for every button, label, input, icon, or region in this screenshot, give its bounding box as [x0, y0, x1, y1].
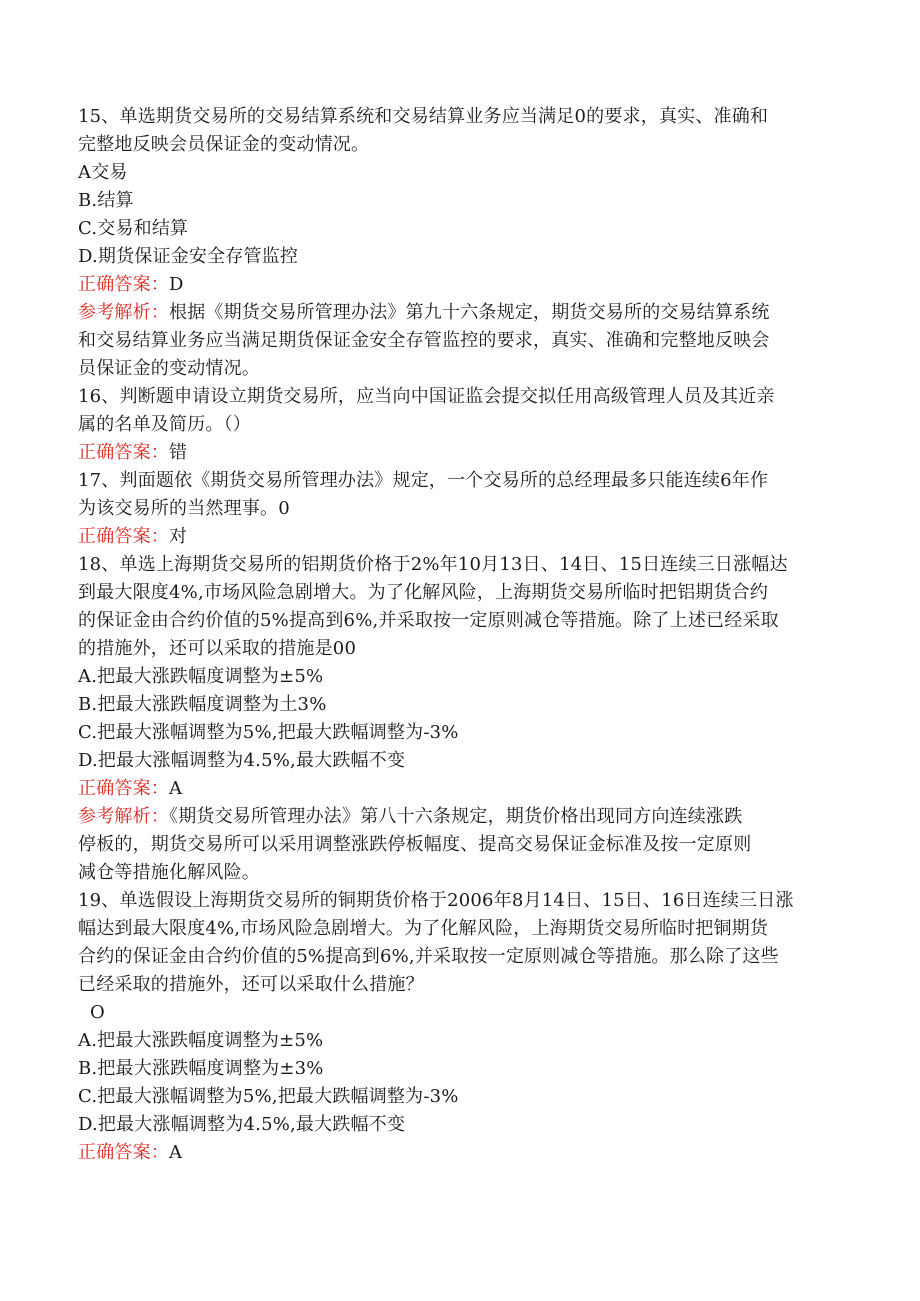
option-a: A.把最大涨跌幅度调整为±5% — [78, 666, 324, 687]
option-a: A交易 — [78, 162, 128, 183]
correct-answer — [78, 523, 840, 551]
question-stem-line: 为该交易所的当然理事。0 — [78, 498, 290, 519]
question-stem-line: 属的名单及简历。（） — [78, 414, 251, 435]
answer-value: A — [169, 1142, 183, 1163]
question-19 — [78, 887, 840, 1167]
question-stem-line: 19、单选假设上海期货交易所的铜期货价格于2006年8月14日、15日、16日连续三日涨 — [78, 890, 794, 911]
question-stem-line: 到最大限度4%,市场风险急剧增大。为了化解风险，上海期货交易所临时把铝期货合约 — [78, 582, 769, 603]
question-stem-line: 18、单选上海期货交易所的铝期货价格于2%年10月13日、14日、15日连续三日涨幅达 — [78, 554, 788, 575]
analysis-text: 《期货交易所管理办法》第八十六条规定，期货价格出现同方向连续涨跌 — [169, 806, 743, 827]
answer-label: 正确答案： — [78, 526, 169, 547]
analysis-line — [78, 299, 840, 327]
question-stem-line: 已经采取的措施外，还可以采取什么措施？ — [78, 974, 424, 995]
question-17 — [78, 467, 840, 551]
correct-answer — [78, 1139, 840, 1167]
answer-value: D — [169, 274, 184, 295]
question-16 — [78, 383, 840, 467]
question-stem-line: 16、判断题申请设立期货交易所，应当向中国证监会提交拟任用高级管理人员及其近亲 — [78, 386, 775, 407]
analysis-line — [78, 803, 840, 831]
analysis-line: 减仓等措施化解风险。 — [78, 862, 260, 883]
analysis-label: 参考解析： — [78, 806, 169, 827]
correct-answer — [78, 271, 840, 299]
question-stem-line: 合约的保证金由合约价值的5%提高到6%,并采取按一定原则减仓等措施。那么除了这些 — [78, 946, 779, 967]
answer-label: 正确答案： — [78, 778, 169, 799]
option-d: D.把最大涨幅调整为4.5%,最大跌幅不变 — [78, 750, 406, 771]
question-stem-line: 的保证金由合约价值的5%提高到6%,并采取按一定原则减仓等措施。除了上述已经采取 — [78, 610, 779, 631]
question-stem-line: 15、单选期货交易所的交易结算系统和交易结算业务应当满足0的要求，真实、准确和 — [78, 106, 769, 127]
question-15 — [78, 103, 840, 383]
analysis-line: 员保证金的变动情况。 — [78, 358, 260, 379]
correct-answer — [78, 439, 840, 467]
option-a: A.把最大涨跌幅度调整为±5% — [78, 1030, 324, 1051]
question-stem-line: 完整地反映会员保证金的变动情况。 — [78, 134, 370, 155]
option-c: C.交易和结算 — [78, 218, 189, 239]
answer-value: 错 — [169, 442, 188, 463]
option-b: B.结算 — [78, 190, 134, 211]
option-d: D.把最大涨幅调整为4.5%,最大跌幅不变 — [78, 1114, 406, 1135]
option-b: B.把最大涨跌幅度调整为土3% — [78, 694, 327, 715]
option-b: B.把最大涨跌幅度调整为±3% — [78, 1058, 324, 1079]
answer-label: 正确答案： — [78, 442, 169, 463]
correct-answer — [78, 775, 840, 803]
document-page — [78, 103, 840, 1167]
analysis-label: 参考解析： — [78, 302, 169, 323]
analysis-line: 停板的，期货交易所可以采用调整涨跌停板幅度、提高交易保证金标准及按一定原则 — [78, 834, 752, 855]
answer-label: 正确答案： — [78, 274, 169, 295]
answer-blank-marker: O — [90, 1002, 105, 1023]
answer-label: 正确答案： — [78, 1142, 169, 1163]
question-18 — [78, 551, 840, 887]
answer-value: A — [169, 778, 183, 799]
question-stem-line: 17、判面题依《期货交易所管理办法》规定，一个交易所的总经理最多只能连续6年作 — [78, 470, 769, 491]
option-c: C.把最大涨幅调整为5%,把最大跌幅调整为-3% — [78, 1086, 459, 1107]
option-c: C.把最大涨幅调整为5%,把最大跌幅调整为-3% — [78, 722, 459, 743]
analysis-line: 和交易结算业务应当满足期货保证金安全存管监控的要求，真实、准确和完整地反映会 — [78, 330, 770, 351]
option-d: D.期货保证金安全存管监控 — [78, 246, 299, 267]
answer-value: 对 — [169, 526, 188, 547]
question-stem-line: 的措施外，还可以采取的措施是00 — [78, 638, 357, 659]
analysis-text: 根据《期货交易所管理办法》第九十六条规定，期货交易所的交易结算系统 — [169, 302, 770, 323]
question-stem-line: 幅达到最大限度4%,市场风险急剧增大。为了化解风险，上海期货交易所临时把铜期货 — [78, 918, 769, 939]
